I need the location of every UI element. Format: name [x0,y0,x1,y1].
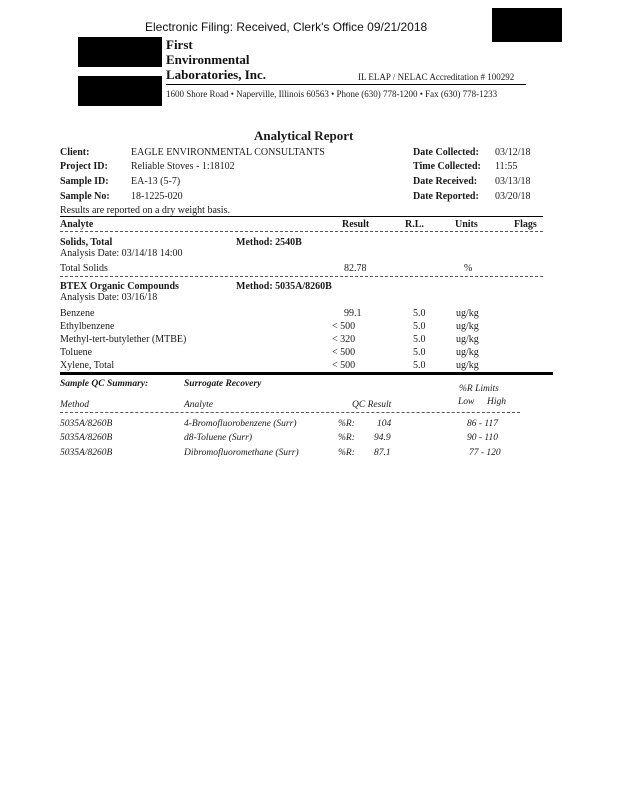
row-units: ug/kg [456,334,479,345]
redaction-box-logo-bottom [78,76,162,106]
basis-note: Results are reported on a dry weight basis. [60,205,230,216]
btex-group-name: BTEX Organic Compounds [60,281,179,292]
solids-group-name: Solids, Total [60,237,113,248]
sample-no-value: 18-1225-020 [131,191,183,202]
qc-col-method: Method [60,400,90,410]
qc-method: 5035A/8260B [60,419,113,429]
qc-analyte: d8-Toluene (Surr) [184,433,252,443]
row-analyte: Toluene [60,347,93,358]
column-header-rule [60,231,543,232]
header-rule [60,216,543,217]
col-rl: R.L. [405,219,424,230]
sample-id-label: Sample ID: [60,176,109,187]
row-units: ug/kg [456,360,479,371]
qc-result: 87.1 [374,448,391,458]
row-units: ug/kg [456,321,479,332]
row-result: < 320 [332,334,356,345]
row-analyte: Xylene, Total [60,360,115,371]
qc-pr: %R: [338,433,355,443]
date-reported-value: 03/20/18 [495,191,531,202]
row-rl: 5.0 [413,360,426,371]
btex-method: Method: 5035A/8260B [236,281,332,292]
section-divider-thick [60,372,553,375]
row-units: % [464,263,473,274]
qc-limits: 90 - 110 [467,433,498,443]
sample-id-value: EA-13 (5-7) [131,176,181,187]
qc-header-rule [60,412,520,413]
qc-pr: %R: [338,419,355,429]
client-value: EAGLE ENVIRONMENTAL CONSULTANTS [131,147,325,158]
row-analyte: Ethylbenzene [60,321,115,332]
solids-analysis-date: Analysis Date: 03/14/18 14:00 [60,248,183,259]
accreditation: IL ELAP / NELAC Accreditation # 100292 [358,72,515,82]
filing-stamp: Electronic Filing: Received, Clerk's Office 09/21/2018 [145,20,428,34]
redaction-box-top-right [492,8,562,42]
row-rl: 5.0 [413,321,426,332]
row-rl: 5.0 [413,334,426,345]
row-analyte: Benzene [60,308,95,319]
qc-limits-low: Low [458,397,475,407]
lab-name-line1: First [166,37,193,52]
redaction-box-logo-top [78,37,162,67]
qc-method: 5035A/8260B [60,448,113,458]
lab-address: 1600 Shore Road • Naperville, Illinois 60563 • Phone (630) 778-1200 • Fax (630) 778-1233 [166,89,498,99]
project-value: Reliable Stoves - 1:18102 [131,161,235,172]
qc-pr: %R: [338,448,355,458]
date-received-label: Date Received: [413,176,478,187]
col-analyte: Analyte [60,219,94,230]
date-reported-label: Date Reported: [413,191,479,202]
col-units: Units [455,219,478,230]
row-rl: 5.0 [413,347,426,358]
qc-method: 5035A/8260B [60,433,113,443]
row-result: 99.1 [344,308,362,319]
lab-name-line3: Laboratories, Inc. [166,67,267,82]
date-collected-label: Date Collected: [413,147,479,158]
client-label: Client: [60,147,90,158]
row-units: ug/kg [456,347,479,358]
date-received-value: 03/13/18 [495,176,531,187]
report-title: Analytical Report [254,128,354,143]
time-collected-label: Time Collected: [413,161,481,172]
qc-title: Sample QC Summary: [60,379,149,389]
row-units: ug/kg [456,308,479,319]
project-label: Project ID: [60,161,108,172]
solids-rule [60,276,543,277]
row-result: 82.78 [344,263,367,274]
qc-limits: 86 - 117 [467,419,498,429]
qc-limits-high: High [487,397,506,407]
row-result: < 500 [332,347,356,358]
col-result: Result [342,219,370,230]
lab-name-line2: Environmental [166,52,250,67]
letterhead-rule [166,84,526,85]
qc-result: 94.9 [374,433,391,443]
time-collected-value: 11:55 [495,161,518,172]
qc-col-analyte: Analyte [184,400,214,410]
sample-no-label: Sample No: [60,191,110,202]
row-rl: 5.0 [413,308,426,319]
row-analyte: Total Solids [60,263,108,274]
qc-result: 104 [377,419,392,429]
date-collected-value: 03/12/18 [495,147,531,158]
row-result: < 500 [332,321,356,332]
row-analyte: Methyl-tert-butylether (MTBE) [60,334,187,345]
qc-analyte: 4-Bromofluorobenzene (Surr) [184,419,297,429]
solids-method: Method: 2540B [236,237,302,248]
btex-analysis-date: Analysis Date: 03/16/18 [60,292,158,303]
qc-limits-label: %R Limits [459,384,499,394]
qc-col-result: QC Result [352,400,392,410]
qc-limits: 77 - 120 [469,448,501,458]
row-result: < 500 [332,360,356,371]
qc-subtitle: Surrogate Recovery [184,379,262,389]
col-flags: Flags [514,219,537,230]
qc-analyte: Dibromofluoromethane (Surr) [184,448,299,458]
